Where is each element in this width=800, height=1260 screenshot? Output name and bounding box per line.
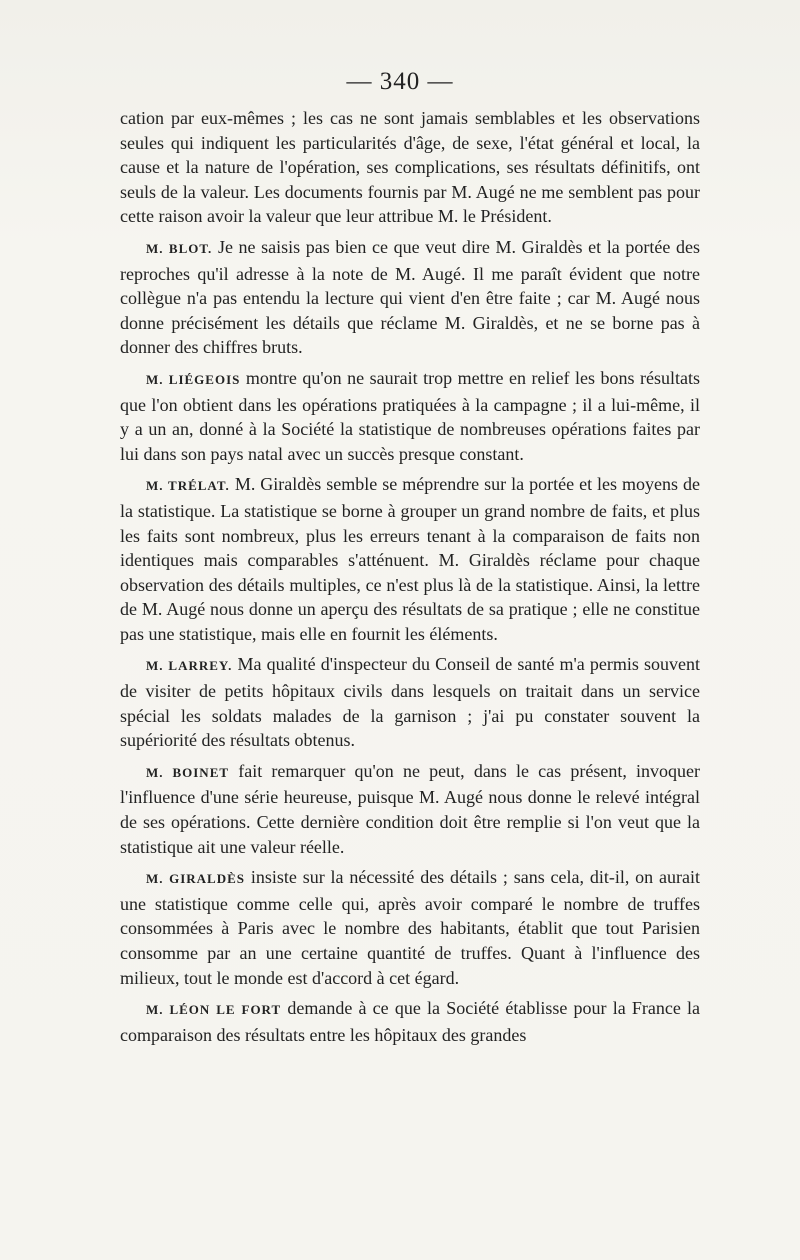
paragraph-text: insiste sur la nécessité des détails ; sans cela, dit-il, on aurait une statistique comme celle qui, après avoir comparé le nombre de truffes consommées à Paris avec le nombre des habitants, établit que tout Parisien consomme par an une certaine quantité de truffes. Quant à l'influence des milieux, tout le monde est d'accord à cet égard. [120,867,700,988]
paragraph-text: Ma qualité d'inspecteur du Conseil de santé m'a permis souvent de visiter de petits hôpitaux civils dans lesquels on traitait dans un service spécial les soldats malades de la garnison ; j'ai pu constater souvent la supériorité des résultats obtenus. [120,654,700,751]
paragraph-text: Je ne saisis pas bien ce que veut dire M. Giraldès et la portée des reproches qu'il adresse à la note de M. Augé. Il me paraît évident que notre collègue n'a pas entendu la lecture qui vient d'en être faite ; car M. Augé nous donne précisément les détails que réclame M. Giraldès, et ne se borne pas à donner des chiffres bruts. [120,236,700,358]
speaker-name: M. LÉON LE FORT [146,1002,282,1018]
paragraph [120,472,700,646]
page-body [120,106,700,1053]
speaker-name: M. LARREY. [146,658,233,674]
paragraph-text: cation par eux-mêmes ; les cas ne sont jamais semblables et les observations seules qui indiquent les particularités d'âge, de sexe, l'état général et local, la cause et la nature de l'opération, ses complications, ses résultats définitifs, ont seuls de la valeur. Les documents fournis par M. Augé ne me semblent pas pour cette raison avoir la valeur que leur attribue M. le Président. [120,108,700,227]
paragraph [120,106,700,229]
paragraph [120,996,700,1047]
speaker-name: M. BLOT. [146,240,213,256]
paragraph [120,865,700,990]
paragraph-text: M. Giraldès semble se méprendre sur la portée et les moyens de la statistique. La statistique se borne à grouper un grand nombre de faits, et plus les faits sont nombreux, plus les erreurs tenant à la comparaison de faits non identiques mais comparables s'atténuent. M. Giraldès réclame pour chaque observation des détails multiples, ce n'est plus là de la statistique. Ainsi, la lettre de M. Augé nous donne un aperçu des résultats de sa pratique ; elle ne constitue pas une statistique, mais elle en fournit les éléments. [120,474,701,644]
paragraph [120,366,700,466]
speaker-name: M. LIÉGEOIS [146,371,241,387]
speaker-name: M. GIRALDÈS [146,871,246,887]
speaker-name: M. TRÉLAT. [146,478,230,494]
page-number: — 340 — [346,68,454,95]
paragraph [120,759,700,859]
paragraph [120,652,700,752]
paragraph-text: montre qu'on ne saurait trop mettre en relief les bons résultats que l'on obtient dans les opérations pratiquées à la campagne ; il a lui-même, il y a un an, donné à la Société la statistique de nombreuses opérations faites par lui dans son pays natal avec un succès presque constant. [120,367,700,464]
speaker-name: M. BOINET [146,764,230,780]
paragraph [120,235,700,360]
paragraph-text: demande à ce que la Société établisse pour la France la comparaison des résultats entre les hôpitaux des grandes [120,998,701,1045]
paragraph-text: fait remarquer qu'on ne peut, dans le cas présent, invoquer l'influence d'une série heureuse, puisque M. Augé nous donne le relevé intégral de ses opérations. Cette dernière condition doit être remplie si l'on veut que la statistique ait une valeur réelle. [120,760,700,857]
